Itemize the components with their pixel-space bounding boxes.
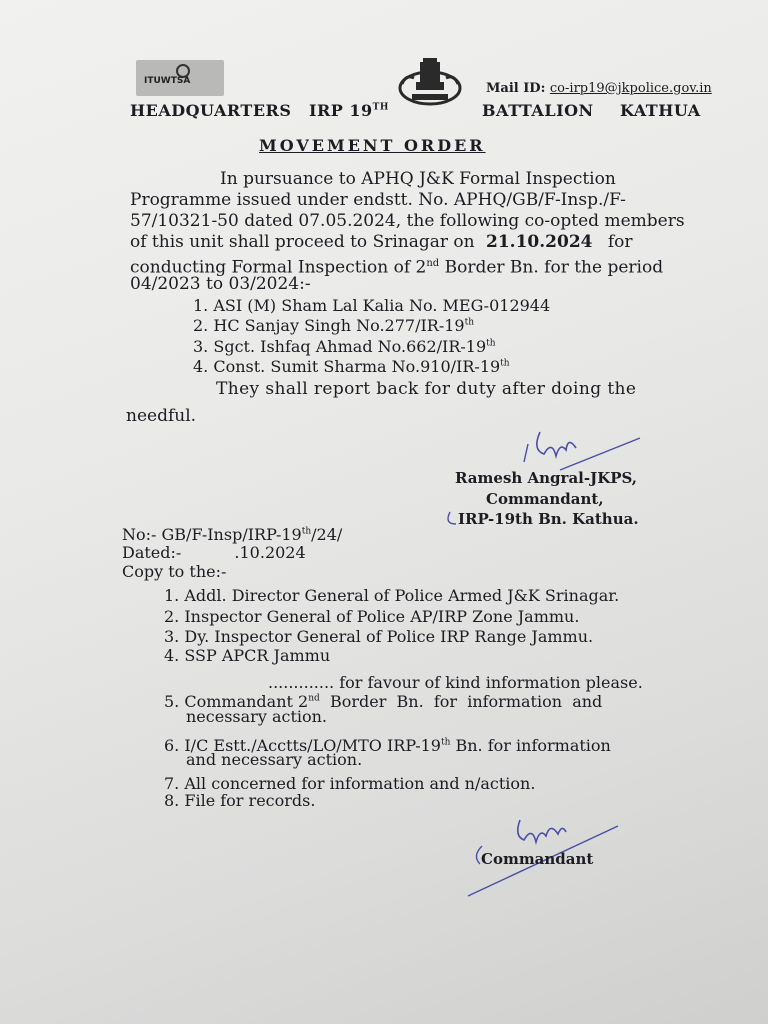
list-item: 8. File for records. — [164, 791, 316, 810]
battalion-label: BATTALION — [482, 101, 594, 120]
copy-to-label: Copy to the:- — [122, 562, 227, 581]
page-title: MOVEMENT ORDER — [259, 136, 486, 155]
reference-number: No:- GB/F-Insp/IRP-19th/24/ — [122, 525, 343, 544]
body-line-6: 04/2023 to 03/2024:- — [130, 274, 311, 294]
list-item: 3. Dy. Inspector General of Police IRP Range Jammu. — [164, 627, 594, 646]
signatory-unit: IRP-19th Bn. Kathua. — [458, 510, 639, 528]
department-logo — [136, 60, 224, 96]
report-back-line: They shall report back for duty after doing the — [216, 379, 637, 399]
signatory-designation-2: Commandant — [481, 850, 594, 868]
mail-label: Mail ID: — [486, 81, 546, 96]
body-line-2: Programme issued under endstt. No. APHQ/GB/F-Insp./F- — [130, 190, 626, 210]
list-item: 1. ASI (M) Sham Lal Kalia No. MEG-012944 — [193, 296, 551, 315]
travel-date: 21.10.2024 — [486, 232, 593, 252]
body-line-4: of this unit shall proceed to Srinagar on 21.10.2024 for — [130, 232, 633, 252]
signatory-name: Ramesh Angral-JKPS, — [455, 469, 638, 487]
list-item: necessary action. — [186, 707, 328, 726]
headquarters-label: HEADQUARTERS — [130, 101, 292, 120]
list-item: 4. SSP APCR Jammu — [164, 646, 331, 665]
list-item: 5. Commandant 2nd Border Bn. for information and — [164, 692, 603, 711]
list-item: 2. Inspector General of Police AP/IRP Zone Jammu. — [164, 607, 580, 626]
report-back-line-2: needful. — [126, 406, 197, 426]
list-item: 6. I/C Estt./Acctts/LO/MTO IRP-19th Bn. for information — [164, 736, 611, 755]
list-item: 1. Addl. Director General of Police Armed J&K Srinagar. — [164, 586, 620, 605]
place-label: KATHUA — [620, 101, 701, 120]
signatory-designation: Commandant, — [486, 490, 604, 508]
state-emblem-icon — [394, 56, 466, 108]
list-item: 2. HC Sanjay Singh No.277/IR-19th — [193, 316, 475, 335]
list-item: 4. Const. Sumit Sharma No.910/IR-19th — [193, 357, 510, 376]
list-item: 3. Sgct. Ishfaq Ahmad No.662/IR-19th — [193, 337, 496, 356]
irp-label: IRP 19TH — [309, 101, 389, 120]
dated-line: Dated:- .10.2024 — [122, 543, 306, 562]
logo-text: ITUWTSA — [144, 76, 191, 86]
body-line-1: In pursuance to APHQ J&K Formal Inspection — [220, 169, 616, 189]
mail-id-line — [486, 81, 712, 96]
body-line-5: conducting Formal Inspection of 2nd Border Bn. for the period — [130, 257, 664, 278]
list-item: ............. for favour of kind information please. — [268, 673, 643, 692]
list-item: 7. All concerned for information and n/action. — [164, 774, 536, 793]
mail-id-link[interactable]: co-irp19@jkpolice.gov.in — [549, 81, 712, 96]
body-line-3: 57/10321-50 dated 07.05.2024, the following co-opted members — [130, 211, 685, 231]
list-item: and necessary action. — [186, 750, 363, 769]
